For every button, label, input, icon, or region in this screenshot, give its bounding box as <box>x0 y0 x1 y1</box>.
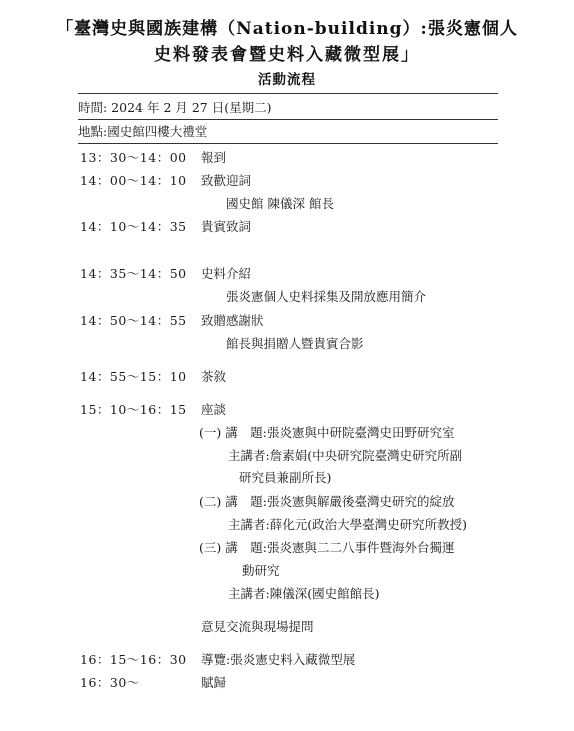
document-title-line-2: 史料發表會暨史料入藏微型展」 <box>154 45 420 65</box>
divider-middle <box>78 119 498 120</box>
forum-topic-1: (一) 講 題:張炎憲與中研院臺灣史田野研究室 <box>199 425 455 440</box>
divider-bottom <box>78 143 498 144</box>
forum-topic-3: (三) 講 題:張炎憲與二二八事件暨海外台獨運 <box>199 540 455 555</box>
document-subtitle: 活動流程 <box>258 72 316 88</box>
schedule-detail-group-photo: 館長與捐贈人暨貴賓合影 <box>226 336 364 351</box>
schedule-detail-welcome-speaker: 國史館 陳儀深 館長 <box>226 196 334 211</box>
schedule-item-certificate: 致贈感謝狀 <box>201 313 264 328</box>
event-place: 地點:國史館四樓大禮堂 <box>78 124 208 139</box>
schedule-time-exhibition-tour: 16：15～16：30 <box>80 652 187 667</box>
divider-top <box>78 93 498 94</box>
schedule-item-exhibition-tour: 導覽:張炎憲史料入藏微型展 <box>201 652 356 667</box>
schedule-item-closing: 賦歸 <box>201 675 227 690</box>
event-time: 時間: 2024 年 2 月 27 日(星期二) <box>78 100 272 115</box>
forum-speaker-1-cont: 研究員兼副所長) <box>239 470 332 485</box>
schedule-time-certificate: 14：50～14：55 <box>80 313 187 328</box>
schedule-time-forum: 15：10～16：15 <box>80 402 187 417</box>
schedule-item-qa: 意見交流與現場提問 <box>201 619 314 634</box>
schedule-time-introduction: 14：35～14：50 <box>80 266 187 281</box>
forum-speaker-3: 主講者:陳儀深(國史館館長) <box>228 586 380 601</box>
schedule-item-guest-speech: 貴賓致詞 <box>201 219 252 234</box>
schedule-detail-introduction: 張炎憲個人史料採集及開放應用簡介 <box>226 289 427 304</box>
schedule-item-forum: 座談 <box>201 402 227 417</box>
schedule-item-welcome: 致歡迎詞 <box>201 173 252 188</box>
schedule-time-closing: 16：30～ <box>80 675 140 690</box>
schedule-time-welcome: 14：00～14：10 <box>80 173 187 188</box>
forum-topic-2: (二) 講 題:張炎憲與解嚴後臺灣史研究的綻放 <box>199 494 455 509</box>
schedule-item-registration: 報到 <box>201 150 227 165</box>
forum-speaker-2: 主講者:薛化元(政治大學臺灣史研究所教授) <box>228 517 467 532</box>
schedule-item-introduction: 史料介紹 <box>201 266 252 281</box>
schedule-item-tea: 茶敘 <box>201 369 227 384</box>
schedule-time-tea: 14：55～15：10 <box>80 369 187 384</box>
forum-speaker-1: 主講者:詹素娟(中央研究院臺灣史研究所副 <box>228 448 463 463</box>
schedule-time-guest-speech: 14：10～14：35 <box>80 219 187 234</box>
document-title-line-1: 「臺灣史與國族建構（Nation-building）:張炎憲個人 <box>56 19 518 39</box>
schedule-time-registration: 13：30～14：00 <box>80 150 187 165</box>
forum-topic-3-cont: 動研究 <box>242 563 280 578</box>
